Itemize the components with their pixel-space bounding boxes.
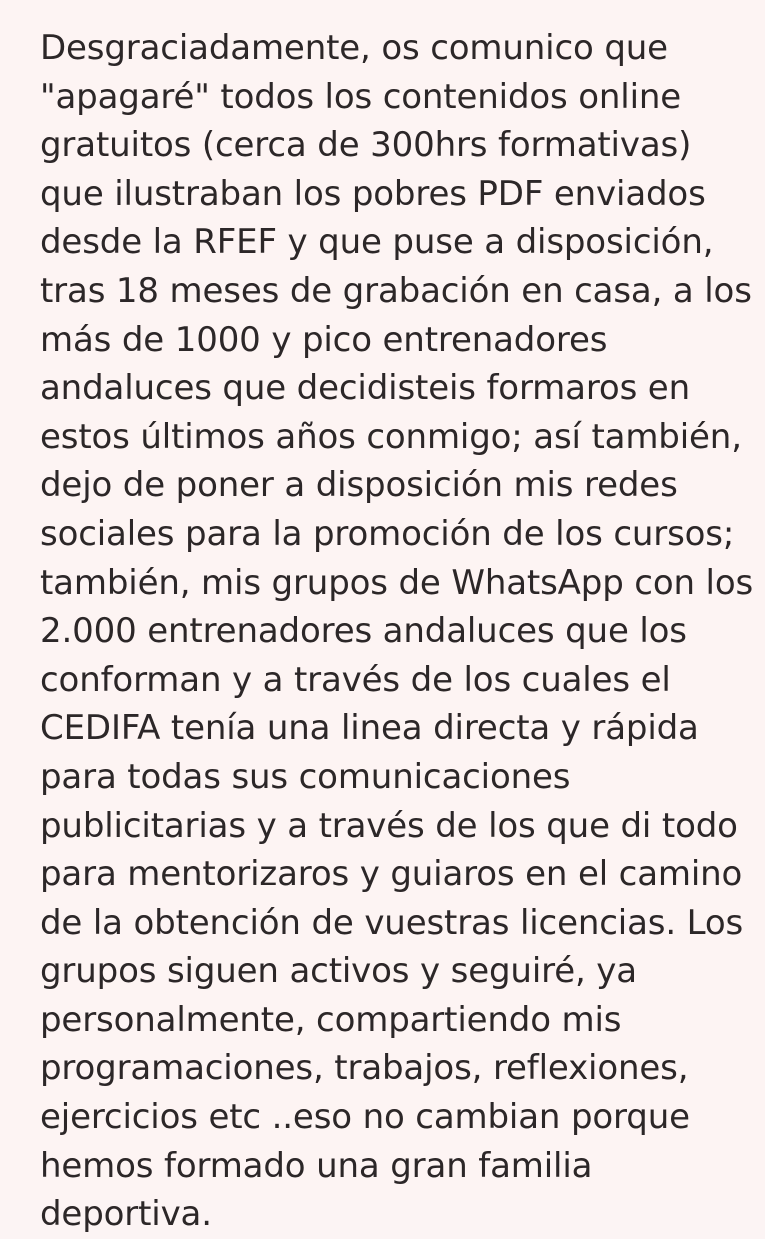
- message-line: que ilustraban los pobres PDF enviados: [40, 173, 706, 214]
- message-line: desde la RFEF y que puse a disposición,: [40, 222, 714, 263]
- message-line: más de 1000 y pico entrenadores: [40, 319, 608, 360]
- message-line: Desgraciadamente, os comunico que: [40, 28, 668, 68]
- message-line: deportiva.: [40, 1194, 212, 1235]
- message-line: grupos siguen activos y seguiré, ya: [40, 951, 637, 992]
- message-line: ejercicios etc ..eso no cambian porque: [40, 1097, 690, 1138]
- message-line: para todas sus comunicaciones: [40, 756, 571, 797]
- message-line: andaluces que decidisteis formaros en: [40, 368, 690, 409]
- message-text: [40, 24, 760, 1239]
- message-line: CEDIFA tenía una linea directa y rápida: [40, 708, 699, 749]
- message-line: programaciones, trabajos, reflexiones,: [40, 1048, 689, 1089]
- message-line: también, mis grupos de WhatsApp con los: [40, 562, 754, 603]
- message-line: hemos formado una gran familia: [40, 1145, 593, 1186]
- message-line: para mentorizaros y guiaros en el camino: [40, 854, 743, 895]
- message-line: de la obtención de vuestras licencias. Los: [40, 902, 744, 943]
- message-line: sociales para la promoción de los cursos;: [40, 513, 735, 554]
- message-line: dejo de poner a disposición mis redes: [40, 465, 678, 506]
- message-line: 2.000 entrenadores andaluces que los: [40, 611, 687, 652]
- message-line: gratuitos (cerca de 300hrs formativas): [40, 125, 692, 166]
- message-line: publicitarias y a través de los que di todo: [40, 805, 738, 846]
- message-line: conforman y a través de los cuales el: [40, 659, 671, 700]
- message-line: tras 18 meses de grabación en casa, a los: [40, 270, 752, 311]
- message-line: estos últimos años conmigo; así también,: [40, 416, 742, 457]
- message-line: personalmente, compartiendo mis: [40, 999, 622, 1040]
- message-line: "apagaré" todos los contenidos online: [40, 76, 682, 117]
